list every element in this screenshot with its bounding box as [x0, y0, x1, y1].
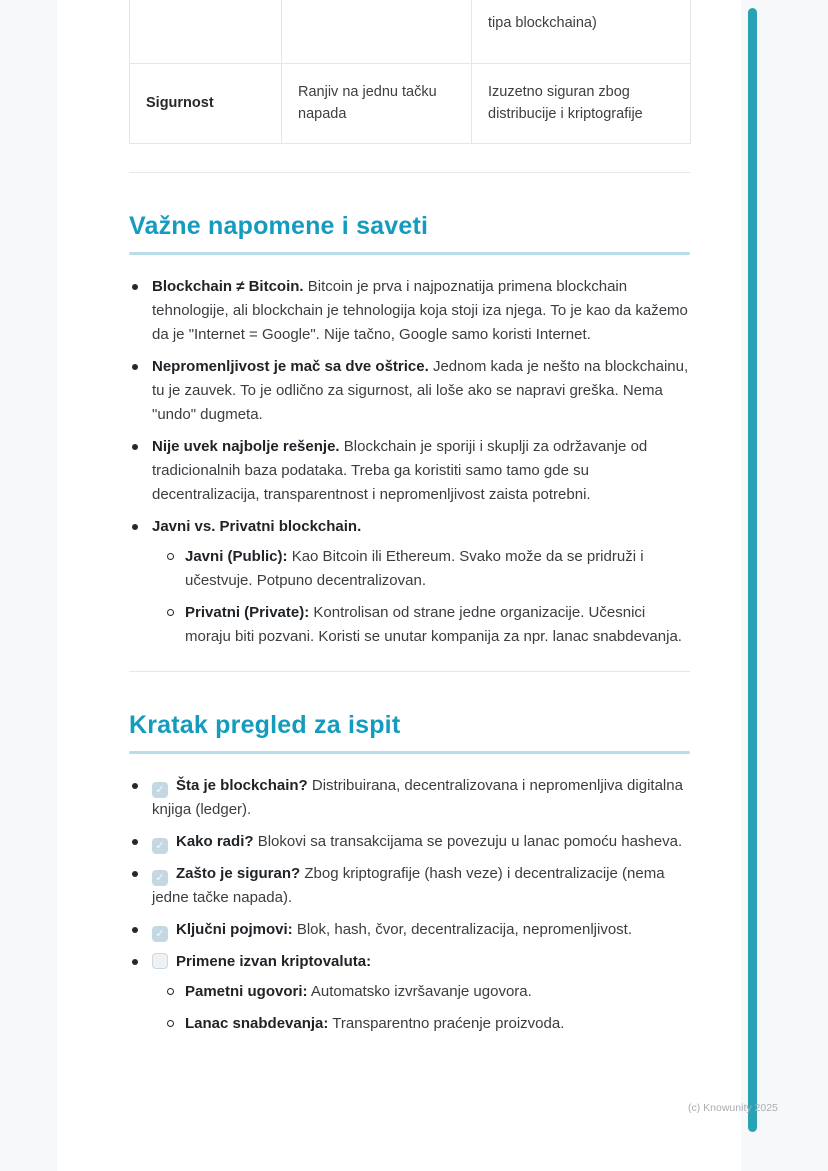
table-cell: Ranjiv na jednu tačku napada	[282, 63, 472, 143]
item-bold: Zašto je siguran?	[176, 864, 301, 882]
comparison-table	[129, 0, 691, 144]
divider	[129, 671, 690, 672]
section-title-kratak-pregled: Kratak pregled za ispit	[129, 710, 401, 739]
item-bold: Šta je blockchain?	[176, 776, 308, 794]
item-bold: Primene izvan kriptovaluta:	[176, 952, 372, 970]
item-text: Transparentno praćenje proizvoda.	[332, 1014, 565, 1032]
item-bold: Javni vs. Privatni blockchain.	[152, 517, 362, 535]
checkbox-checked-icon[interactable]: ✓	[152, 926, 168, 942]
item-text: Zbog kriptografije (hash veze) i decentralizacije (nema jedne tačke napada).	[152, 864, 665, 906]
sub-list-item	[167, 601, 690, 649]
item-text: Automatsko izvršavanje ugovora.	[310, 982, 532, 1000]
item-text: Blokovi sa transakcijama se povezuju u lanac pomoću hasheva.	[257, 832, 683, 850]
table-cell: Izuzetno siguran zbog distribucije i kriptografije	[472, 63, 691, 143]
item-text: Blockchain je sporiji i skuplji za održavanje od tradicionalnih baza podataka. Treba ga koristiti samo tamo gde su decentralizacija, transparentnost i nepromenljivost zaista potrebni.	[152, 437, 648, 503]
checklist	[129, 774, 690, 1036]
table-cell: tipa blockchaina)	[472, 0, 691, 63]
item-bold: Lanac snabdevanja:	[185, 1014, 329, 1032]
item-bold: Pametni ugovori:	[185, 982, 308, 1000]
sub-list	[152, 545, 690, 649]
watermark: (c) Knowunity 2025	[688, 1102, 778, 1114]
item-text: Jednom kada je nešto na blockchainu, tu je zauvek. To je odlično za sigurnost, ali loše ako se napravi greška. Nema "undo" dugmeta.	[152, 357, 689, 423]
scrollbar-thumb[interactable]	[748, 8, 757, 1132]
sub-list-item	[167, 545, 690, 593]
list-item	[129, 774, 690, 822]
item-bold: Kako radi?	[176, 832, 254, 850]
item-text: Kontrolisan od strane jedne organizacije. Učesnici moraju biti pozvani. Koristi se unutar kompanija za npr. lanac snabdevanja.	[185, 603, 682, 645]
sub-list	[152, 980, 690, 1036]
divider	[129, 172, 690, 173]
table-cell	[130, 0, 282, 63]
table-row	[130, 0, 691, 63]
sub-list-item	[167, 1012, 690, 1036]
list-item	[129, 918, 690, 942]
section-title-vazne-napomene: Važne napomene i saveti	[129, 211, 429, 240]
item-bold: Javni (Public):	[185, 547, 288, 565]
heading-underline	[129, 751, 690, 754]
item-text: Bitcoin je prva i najpoznatija primena blockchain tehnologije, ali blockchain je tehnologija koja stoji iza njega. To je kao da kažemo da je "Internet = Google". Nije tačno, Google samo koristi Internet.	[152, 277, 688, 343]
document-content	[129, 0, 690, 1044]
checkbox-checked-icon[interactable]: ✓	[152, 870, 168, 886]
checkbox-unchecked-icon[interactable]	[152, 953, 168, 969]
item-text: Blok, hash, čvor, decentralizacija, nepromenljivost.	[296, 920, 633, 938]
item-bold: Nije uvek najbolje rešenje.	[152, 437, 340, 455]
list-item	[129, 515, 690, 649]
item-bold: Ključni pojmovi:	[176, 920, 293, 938]
item-text: Kao Bitcoin ili Ethereum. Svako može da se pridruži i učestvuje. Potpuno decentralizovan.	[185, 547, 644, 589]
checkbox-checked-icon[interactable]: ✓	[152, 838, 168, 854]
checkbox-checked-icon[interactable]: ✓	[152, 782, 168, 798]
document-page	[57, 0, 741, 1171]
list-item	[129, 862, 690, 910]
list-item	[129, 950, 690, 1036]
sub-list-item	[167, 980, 690, 1004]
list-item	[129, 275, 690, 347]
list-item	[129, 355, 690, 427]
table-row	[130, 63, 691, 143]
item-bold: Privatni (Private):	[185, 603, 310, 621]
item-text: Distribuirana, decentralizovana i nepromenljiva digitalna knjiga (ledger).	[152, 776, 683, 818]
item-bold: Blockchain ≠ Bitcoin.	[152, 277, 304, 295]
notes-list	[129, 275, 690, 649]
list-item	[129, 830, 690, 854]
table-cell: Sigurnost	[130, 63, 282, 143]
item-bold: Nepromenljivost je mač sa dve oštrice.	[152, 357, 429, 375]
table-cell	[282, 0, 472, 63]
heading-underline	[129, 252, 690, 255]
list-item	[129, 435, 690, 507]
